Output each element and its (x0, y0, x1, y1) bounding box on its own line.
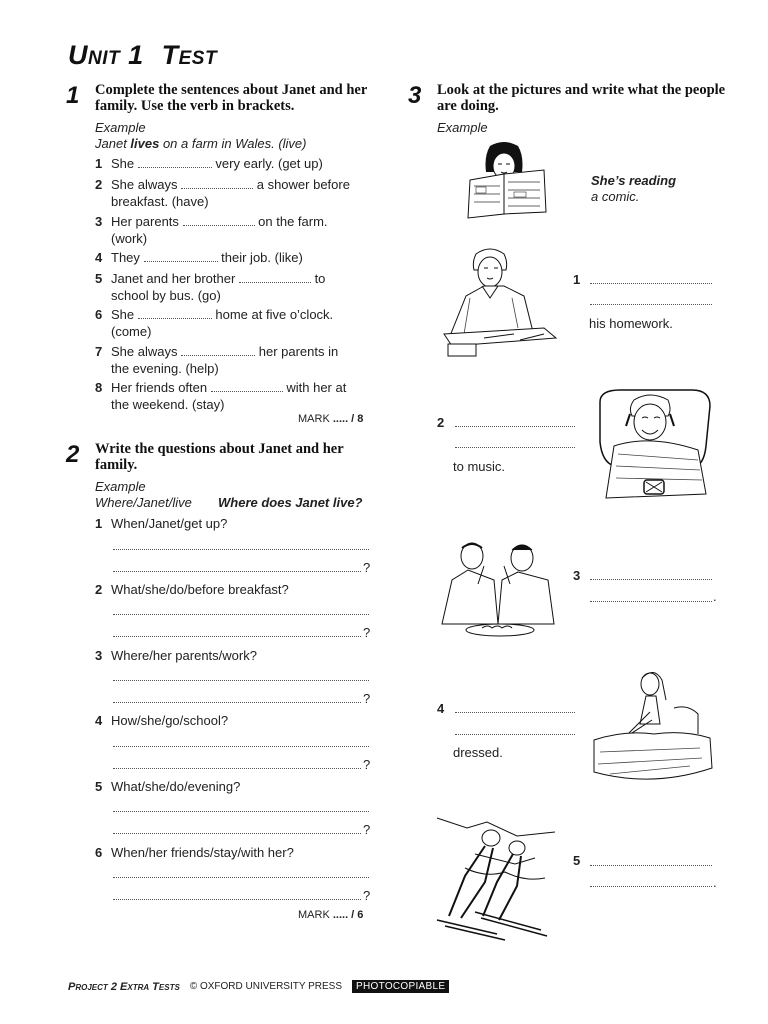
answer-line[interactable] (455, 712, 575, 713)
answer-blank[interactable] (211, 381, 283, 392)
answer-line[interactable] (113, 768, 361, 769)
section-1-number: 1 (66, 82, 80, 109)
answer-line[interactable] (113, 636, 361, 637)
section-2-mark: MARK ..... / 6 (298, 909, 364, 921)
girl-reading-comic-illustration (462, 140, 554, 220)
answer-line[interactable] (113, 680, 369, 681)
answer-blank[interactable] (181, 178, 253, 189)
answer-line[interactable] (455, 734, 575, 735)
section-1-item-1: 1 She very early. (get up) (95, 156, 323, 171)
people-skiing-illustration (435, 808, 557, 942)
boy-listening-to-music-illustration (594, 388, 714, 508)
section-1-example: Janet lives on a farm in Wales. (live) (95, 136, 307, 151)
section-2-example-prompt: Where/Janet/live (95, 495, 192, 510)
section-2-question-1: 1 When/Janet/get up? (95, 516, 228, 531)
question-mark: ? (363, 822, 371, 837)
section-3-item-5-number: 5 (573, 853, 581, 868)
section-3-example-heading: Example (437, 120, 488, 135)
answer-line[interactable] (590, 579, 712, 580)
answer-line[interactable] (113, 877, 369, 878)
answer-line[interactable] (113, 571, 361, 572)
answer-line[interactable] (113, 899, 361, 900)
answer-line[interactable] (113, 614, 369, 615)
answer-blank[interactable] (183, 215, 255, 226)
boy-doing-homework-illustration (440, 246, 558, 362)
section-2-example-heading: Example (95, 479, 146, 494)
title-unit: Unit 1 (68, 40, 144, 70)
answer-blank[interactable] (138, 157, 212, 168)
answer-line[interactable] (113, 811, 369, 812)
section-2-instruction: Write the questions about Janet and her family. (95, 441, 344, 473)
question-mark: ? (363, 691, 371, 706)
section-1-item-3: 3 Her parents on the farm. (work) (95, 214, 328, 246)
section-3-item-5-ending: . (713, 875, 717, 890)
question-mark: ? (363, 560, 371, 575)
question-mark: ? (363, 757, 371, 772)
section-3-instruction: Look at the pictures and write what the people are doing. (437, 82, 726, 114)
section-3-item-1-ending: his homework. (589, 316, 673, 331)
section-3-number: 3 (408, 82, 422, 109)
section-2-question-6: 6 When/her friends/stay/with her? (95, 845, 294, 860)
section-1-mark: MARK ..... / 8 (298, 413, 364, 425)
section-1-item-8: 8 Her friends often with her at the weekend. (stay) (95, 380, 347, 412)
answer-blank[interactable] (181, 345, 255, 356)
answer-line[interactable] (590, 283, 712, 284)
section-2-question-5: 5 What/she/do/evening? (95, 779, 241, 794)
section-1-item-7: 7 She always her parents in the evening. (help) (95, 344, 339, 376)
answer-line[interactable] (113, 833, 361, 834)
section-2-question-2: 2 What/she/do/before breakfast? (95, 582, 289, 597)
answer-line[interactable] (590, 304, 712, 305)
section-2-example-answer: Where does Janet live? (218, 495, 363, 510)
page-footer (68, 980, 449, 993)
section-3-item-2-ending: to music. (453, 459, 506, 474)
answer-line[interactable] (590, 886, 712, 887)
section-2-question-3: 3 Where/her parents/work? (95, 648, 257, 663)
page-title (68, 40, 217, 71)
section-1-example-heading: Example (95, 120, 146, 135)
answer-line[interactable] (590, 865, 712, 866)
section-3-example-answer-bold: She’s reading (591, 173, 677, 188)
section-3-item-3-number: 3 (573, 568, 581, 583)
section-3-item-4-number: 4 (437, 701, 445, 716)
answer-blank[interactable] (144, 251, 218, 262)
section-3-item-3-ending: . (713, 589, 717, 604)
section-1-item-6: 6 She home at five o’clock. (come) (95, 307, 334, 339)
section-1-item-4: 4 They their job. (like) (95, 250, 303, 265)
question-mark: ? (363, 625, 371, 640)
photocopiable-badge: PHOTOCOPIABLE (352, 980, 449, 993)
section-1-instruction: Complete the sentences about Janet and her family. Use the verb in brackets. (95, 82, 367, 114)
answer-line[interactable] (113, 746, 369, 747)
section-3-item-4-ending: dressed. (453, 745, 503, 760)
footer-brand: Project 2 Extra Tests (68, 980, 180, 993)
section-3-example-answer-rest: a comic. (591, 189, 640, 204)
section-2-question-4: 4 How/she/go/school? (95, 713, 229, 728)
section-3-item-2-number: 2 (437, 415, 445, 430)
section-1-item-5: 5 Janet and her brother to school by bus. (go) (95, 271, 326, 303)
answer-blank[interactable] (138, 308, 212, 319)
answer-line[interactable] (455, 426, 575, 427)
answer-blank[interactable] (239, 272, 311, 283)
question-mark: ? (363, 888, 371, 903)
answer-line[interactable] (113, 702, 361, 703)
section-3-item-1-number: 1 (573, 272, 581, 287)
footer-copyright: © OXFORD UNIVERSITY PRESS (189, 981, 343, 992)
answer-line[interactable] (113, 549, 369, 550)
title-test: Test (161, 40, 218, 70)
two-boys-eating-illustration (438, 540, 562, 642)
section-1-item-2: 2 She always a shower before breakfast. (have) (95, 177, 350, 209)
answer-line[interactable] (455, 447, 575, 448)
section-2-number: 2 (66, 441, 80, 468)
answer-line[interactable] (590, 601, 712, 602)
girl-getting-dressed-illustration (590, 668, 714, 786)
